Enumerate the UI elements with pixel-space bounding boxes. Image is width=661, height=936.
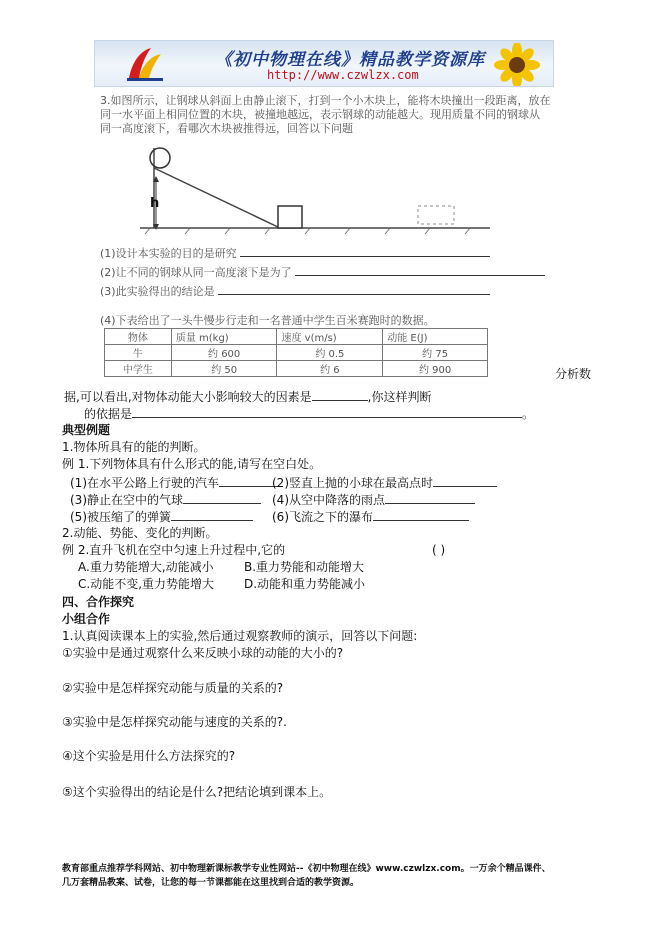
coop-heading: 四、合作探究	[62, 595, 135, 609]
q3-sub1-text: (1)设计本实验的目的是研究	[100, 247, 237, 260]
factor-blank[interactable]	[312, 388, 368, 401]
banner-title: 《初中物理在线》精品教学资源库	[215, 50, 485, 70]
ex1-item4-blank[interactable]	[385, 491, 475, 504]
tail-line2	[84, 405, 534, 422]
ex1-item2-blank[interactable]	[433, 474, 497, 487]
coop-question-4: ④这个实验是用什么方法探究的?	[62, 749, 236, 763]
q3-sub1-blank[interactable]	[240, 244, 490, 257]
table-cell: 约 900	[383, 361, 488, 377]
q3-sub3-text: (3)此实验得出的结论是	[100, 285, 215, 298]
wooden-block	[278, 206, 302, 228]
ex1-item3-text: (3)静止在空中的气球	[70, 493, 183, 507]
ex1-item1-blank[interactable]	[219, 474, 279, 487]
coop-question-2: ②实验中是怎样探究动能与质量的关系的?	[62, 681, 284, 695]
footer-line2: 几万套精品教案、试卷，让您的每一节课都能在这里找到合适的教学资源。	[62, 878, 360, 888]
q3-sub2-blank[interactable]	[295, 263, 545, 276]
ex1-item5-text: (5)被压缩了的弹簧	[70, 510, 171, 524]
table-cell: 约 0.5	[277, 345, 383, 361]
basis-blank[interactable]	[132, 405, 522, 418]
table-header-cell: 物体	[105, 329, 172, 345]
coop-question-5: ⑤这个实验得出的结论是什么?把结论填到课本上。	[62, 785, 332, 799]
table-header-cell: 速度 v(m/s)	[277, 329, 383, 345]
ex1-item6	[272, 508, 469, 525]
site-logo-icon	[123, 44, 167, 84]
q3-sub3-blank[interactable]	[218, 282, 490, 295]
table-header-cell: 动能 E(J)	[383, 329, 488, 345]
table-row	[105, 345, 488, 361]
tail-line1-a: 据,可以看出,对物体动能大小影响较大的因素是	[64, 390, 312, 404]
ex1-item3-blank[interactable]	[183, 491, 261, 504]
ex1-item3	[70, 491, 261, 508]
coop-intro: 1.认真阅读课本上的实验,然后通过观察教师的演示，回答以下问题:	[62, 629, 418, 643]
ex2-option-a[interactable]: A.重力势能增大,动能减小	[78, 560, 214, 574]
ex1-item2-text: (2)竖直上抛的小球在最高点时	[272, 476, 433, 490]
sunflower-icon	[487, 43, 547, 87]
wooden-block-moved	[418, 206, 454, 224]
banner-url[interactable]: http://www.czwlzx.com	[267, 68, 419, 82]
q3-sub2	[100, 263, 545, 280]
ex1-item5-blank[interactable]	[171, 508, 253, 521]
ex1-item5	[70, 508, 253, 525]
coop-question-1: ①实验中是通过观察什么来反映小球的动能的大小的?	[62, 646, 344, 660]
table-cell: 约 75	[383, 345, 488, 361]
q3-sub2-text: (2)让不同的钢球从同一高度滚下是为了	[100, 266, 292, 279]
table-header-cell: 质量 m(kg)	[171, 329, 277, 345]
tail-right-text: 分析数	[555, 367, 592, 381]
typical-item1: 1.物体所具有的能的判断。	[62, 440, 206, 454]
table-cell: 牛	[105, 345, 172, 361]
coop-question-3: ③实验中是怎样探究动能与速度的关系的?.	[62, 715, 287, 729]
coop-subheading: 小组合作	[62, 612, 111, 626]
table-cell: 中学生	[105, 361, 172, 377]
typical-item2: 2.动能、势能、变化的判断。	[62, 526, 218, 540]
ex1-item4-text: (4)从空中降落的雨点	[272, 493, 385, 507]
table-cell: 约 600	[171, 345, 277, 361]
table-header-row	[105, 329, 488, 345]
ex1-item1-text: (1)在水平公路上行驶的汽车	[70, 476, 219, 490]
q3-sub1	[100, 244, 490, 261]
q3-sub4: (4)下表给出了一头牛慢步行走和一名普通中学生百米赛跑时的数据。	[100, 314, 435, 327]
diagram-height-label: h	[150, 196, 160, 211]
page-footer	[62, 862, 622, 890]
q3-intro-line2: 同一水平面上相同位置的木块，被撞地越远，表示钢球的动能越大。现用质量不同的钢球从	[100, 108, 540, 121]
incline-slope	[154, 168, 280, 228]
steel-ball-icon	[150, 148, 170, 168]
ex1-item1	[70, 474, 279, 491]
ex1-item4	[272, 491, 475, 508]
ex2-option-d[interactable]: D.动能和重力势能减小	[244, 577, 366, 591]
ex2-answer-paren[interactable]: ( )	[432, 543, 446, 557]
tail-line1	[64, 388, 431, 405]
data-table	[104, 328, 488, 377]
table-row	[105, 361, 488, 377]
tail-line1-b: ,你这样判断	[367, 390, 432, 404]
tail-line2-text: 的依据是	[84, 407, 133, 421]
footer-line1: 教育部重点推荐学科网站、初中物理新课标教学专业性网站--《初中物理在线》www.czwlzx.com。一万余个精品课件、	[62, 864, 551, 874]
example2: 例 2.直升飞机在空中匀速上升过程中,它的	[62, 543, 286, 557]
tail-line2-end: 。	[522, 407, 535, 421]
ex1-item6-blank[interactable]	[373, 508, 469, 521]
header-banner	[94, 40, 554, 87]
ex2-option-c[interactable]: C.动能不变,重力势能增大	[78, 577, 215, 591]
q3-intro-line1: 3.如图所示，让钢球从斜面上由静止滚下，打到一个小木块上，能将木块撞出一段距离，放在	[100, 94, 551, 107]
ex2-option-b[interactable]: B.重力势能和动能增大	[244, 560, 365, 574]
ex1-item6-text: (6)飞流之下的瀑布	[272, 510, 373, 524]
ex1-item2	[272, 474, 497, 491]
q3-sub3	[100, 282, 490, 299]
q3-intro-line3: 同一高度滚下，看哪次木块被推得远，回答以下问题	[100, 122, 353, 135]
typical-heading: 典型例题	[62, 423, 111, 437]
table-cell: 约 6	[277, 361, 383, 377]
incline-diagram	[130, 140, 510, 240]
table-cell: 约 50	[171, 361, 277, 377]
example1: 例 1.下列物体具有什么形式的能,请写在空白处。	[62, 457, 322, 471]
